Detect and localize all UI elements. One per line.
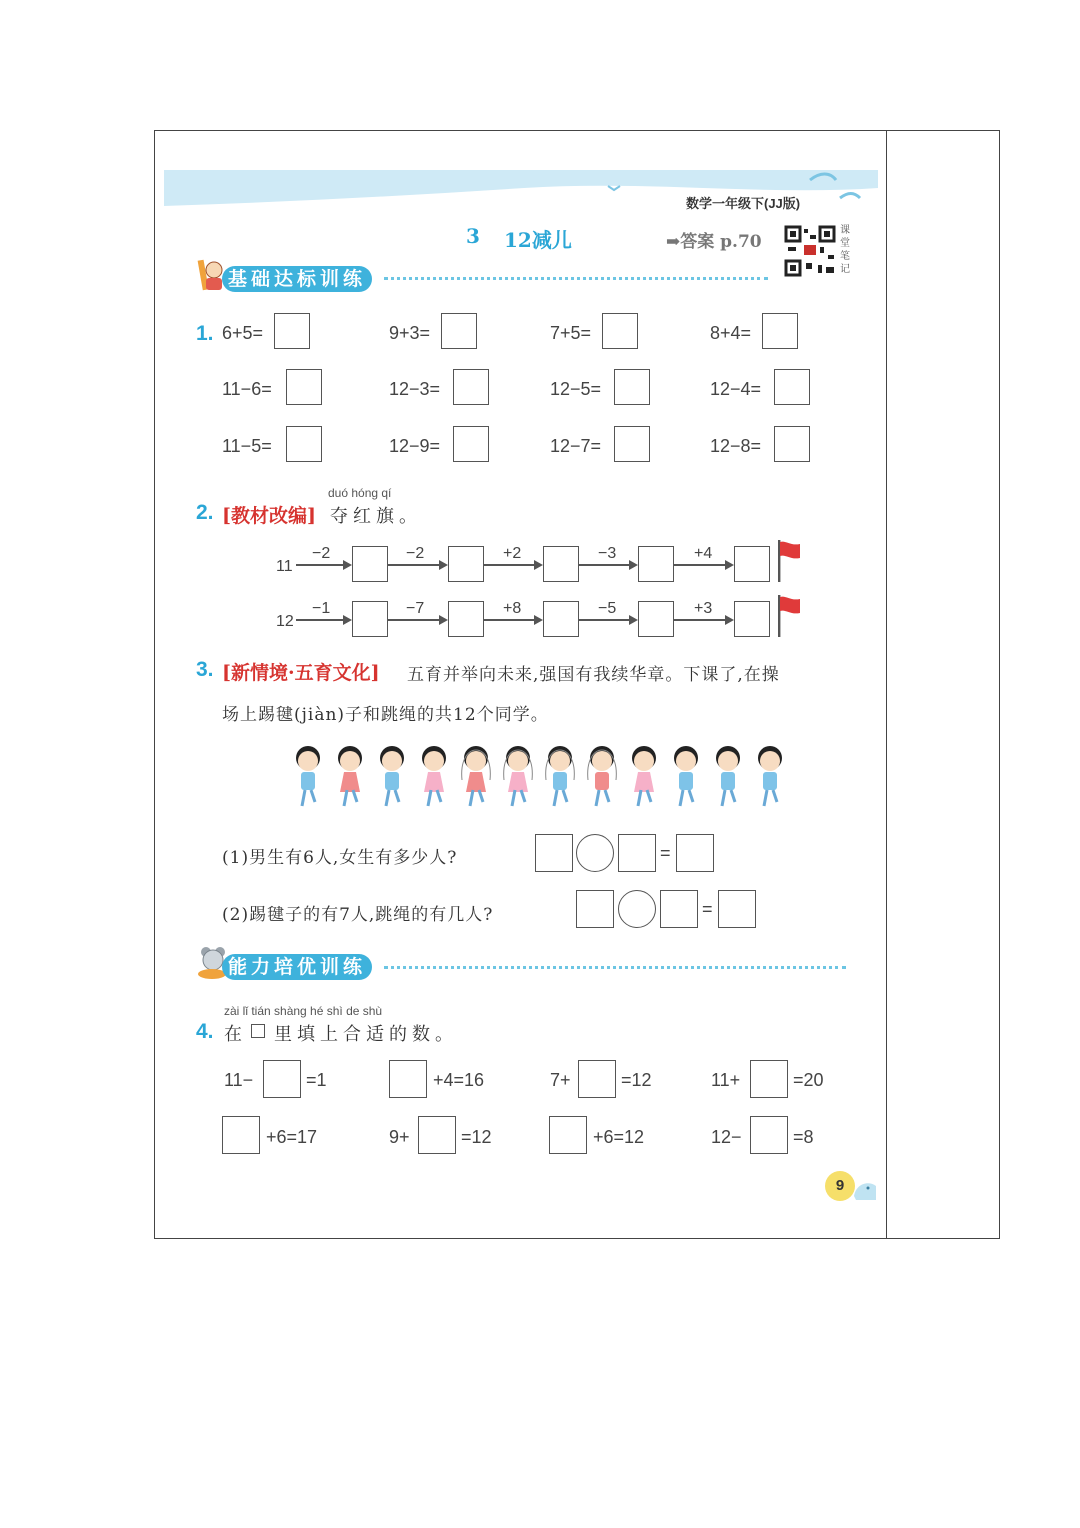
- chain-arrow: [296, 619, 344, 621]
- chain-box[interactable]: [734, 601, 770, 637]
- chain-arrowhead: [725, 615, 734, 625]
- frame-divider: [886, 130, 887, 1239]
- q1-eq: 11−5=: [222, 436, 272, 456]
- chain-arrowhead: [629, 560, 638, 570]
- answer-box[interactable]: [453, 426, 489, 462]
- child-figure: [588, 746, 617, 806]
- chain-arrow: [388, 564, 440, 566]
- lesson-number: 3: [466, 224, 480, 248]
- chain-box[interactable]: [638, 546, 674, 582]
- child-figure: [758, 746, 782, 806]
- child-figure: [632, 746, 656, 806]
- q4-pre: 11−: [224, 1070, 254, 1090]
- q1-eq: 6+5=: [222, 323, 264, 343]
- chain1-op: +2: [503, 545, 522, 562]
- q4-pinyin: zài lǐ tián shàng hé shì de shù: [224, 1004, 383, 1018]
- q1-eq: 12−4=: [710, 379, 762, 399]
- chain-arrow: [388, 619, 440, 621]
- answer-box[interactable]: [286, 426, 322, 462]
- answer-box[interactable]: [222, 1116, 260, 1154]
- chain-arrow: [296, 564, 344, 566]
- q1-eq: 12−9=: [389, 436, 441, 456]
- q1-eq: 12−5=: [550, 379, 602, 399]
- section-basic-divider: [384, 277, 768, 280]
- q2-title: 夺 红 旗 。: [330, 506, 418, 526]
- chain-arrowhead: [439, 560, 448, 570]
- q4-post: =12: [461, 1127, 492, 1147]
- book-title: 数学一年级下(JJ版): [686, 196, 801, 211]
- pencil-kid-icon: [196, 256, 226, 292]
- answer-box[interactable]: [774, 369, 810, 405]
- chain-arrow: [674, 564, 726, 566]
- chain-box[interactable]: [543, 601, 579, 637]
- answer-reference[interactable]: ➡答案 p.70: [666, 232, 762, 252]
- q1-number: 1.: [196, 322, 214, 345]
- page-number: 9: [825, 1171, 855, 1201]
- chain2-op: +3: [694, 600, 713, 617]
- qr-code-icon[interactable]: [784, 225, 836, 277]
- q4-post: +6=17: [266, 1127, 318, 1147]
- chain-arrowhead: [629, 615, 638, 625]
- answer-box[interactable]: [578, 1060, 616, 1098]
- q4-number: 4.: [196, 1020, 214, 1043]
- chain-arrowhead: [343, 615, 352, 625]
- q2-tag: [教材改编]: [222, 505, 316, 527]
- q1-eq: 12−8=: [710, 436, 762, 456]
- q3-text-line2: 场上踢毽(jiàn)子和跳绳的共12个同学。: [222, 705, 549, 725]
- small-square-icon: [251, 1024, 265, 1038]
- answer-box[interactable]: [418, 1116, 456, 1154]
- answer-box[interactable]: [274, 313, 310, 349]
- chain-arrowhead: [439, 615, 448, 625]
- q1-eq: 12−3=: [389, 379, 441, 399]
- answer-box[interactable]: [614, 369, 650, 405]
- operator-circle[interactable]: [618, 890, 656, 928]
- q4-post: =8: [793, 1127, 814, 1147]
- answer-box[interactable]: [602, 313, 638, 349]
- answer-box[interactable]: [750, 1060, 788, 1098]
- q3-sub2: (2)踢毽子的有7人,跳绳的有几人?: [222, 905, 494, 925]
- child-figure: [296, 746, 320, 806]
- chain-arrow: [579, 619, 630, 621]
- answer-box[interactable]: [576, 890, 614, 928]
- q4-pre: 7+: [550, 1070, 571, 1090]
- q4-pre: 12−: [711, 1127, 742, 1147]
- chain1-start: 11: [276, 558, 293, 575]
- answer-box[interactable]: [549, 1116, 587, 1154]
- q4-post: +4=16: [433, 1070, 485, 1090]
- q4-pre: 9+: [389, 1127, 410, 1147]
- dolphin-icon: [852, 1176, 878, 1202]
- chain-arrowhead: [534, 615, 543, 625]
- chain1-op: −3: [598, 545, 617, 562]
- q4-title-start: 在: [224, 1024, 242, 1044]
- child-figure: [546, 746, 575, 806]
- child-figure: [422, 746, 446, 806]
- q1-eq: 11−6=: [222, 379, 272, 399]
- chain-arrow: [484, 564, 535, 566]
- q4-post: =1: [306, 1070, 327, 1090]
- chain-box[interactable]: [448, 601, 484, 637]
- q3-text-line1: 五育并举向未来,强国有我续华章。下课了,在操: [407, 665, 780, 685]
- red-flag-icon: [776, 538, 802, 584]
- child-figure: [504, 746, 533, 806]
- answer-box[interactable]: [774, 426, 810, 462]
- operator-circle[interactable]: [576, 834, 614, 872]
- q4-post: +6=12: [593, 1127, 645, 1147]
- red-flag-icon: [776, 593, 802, 639]
- chain-arrow: [484, 619, 535, 621]
- chain2-op: −5: [598, 600, 617, 617]
- child-figure: [338, 746, 362, 806]
- lesson-title: 12减儿: [504, 228, 572, 252]
- q4-pre: 11+: [711, 1070, 741, 1090]
- chain1-op: −2: [312, 545, 331, 562]
- chain1-op: +4: [694, 545, 713, 562]
- equals-sign: =: [702, 899, 713, 919]
- q3-sub1: (1)男生有6人,女生有多少人?: [222, 848, 458, 868]
- chain-arrowhead: [725, 560, 734, 570]
- answer-box[interactable]: [660, 890, 698, 928]
- child-figure: [674, 746, 698, 806]
- chain1-op: −2: [406, 545, 425, 562]
- answer-box[interactable]: [535, 834, 573, 872]
- answer-box[interactable]: [453, 369, 489, 405]
- q1-eq: 8+4=: [710, 323, 752, 343]
- chain2-op: +8: [503, 600, 522, 617]
- q2-pinyin: duó hóng qí: [328, 486, 392, 500]
- q1-eq: 9+3=: [389, 323, 431, 343]
- qr-side-text: 课堂笔记: [840, 225, 850, 275]
- child-figure: [716, 746, 740, 806]
- q4-post: =20: [793, 1070, 824, 1090]
- chain2-op: −1: [312, 600, 331, 617]
- child-figure: [380, 746, 404, 806]
- chain-arrow: [674, 619, 726, 621]
- answer-box[interactable]: [762, 313, 798, 349]
- answer-box[interactable]: [441, 313, 477, 349]
- q2-number: 2.: [196, 501, 214, 524]
- answer-box[interactable]: [750, 1116, 788, 1154]
- answer-box[interactable]: [676, 834, 714, 872]
- q4-title-end: 里 填 上 合 适 的 数 。: [274, 1024, 454, 1044]
- answer-box[interactable]: [263, 1060, 301, 1098]
- q1-eq: 12−7=: [550, 436, 602, 456]
- chain-box[interactable]: [638, 601, 674, 637]
- chain2-start: 12: [276, 613, 294, 630]
- section-advanced-divider: [384, 966, 846, 969]
- answer-box[interactable]: [718, 890, 756, 928]
- chain-box[interactable]: [352, 601, 388, 637]
- answer-box[interactable]: [618, 834, 656, 872]
- q1-eq: 7+5=: [550, 323, 592, 343]
- answer-box[interactable]: [286, 369, 322, 405]
- chain2-op: −7: [406, 600, 425, 617]
- equals-sign: =: [660, 843, 671, 863]
- q3-tag: [新情境·五育文化]: [222, 662, 380, 684]
- child-figure: [462, 746, 491, 806]
- chain-arrow: [579, 564, 630, 566]
- chain-arrowhead: [343, 560, 352, 570]
- chain-box[interactable]: [448, 546, 484, 582]
- answer-box[interactable]: [389, 1060, 427, 1098]
- children-playing-illustration: [286, 740, 794, 812]
- q4-post: =12: [621, 1070, 652, 1090]
- chain-box[interactable]: [352, 546, 388, 582]
- chain-box[interactable]: [543, 546, 579, 582]
- q3-number: 3.: [196, 658, 214, 681]
- answer-box[interactable]: [614, 426, 650, 462]
- chain-arrowhead: [534, 560, 543, 570]
- chain-box[interactable]: [734, 546, 770, 582]
- section-basic-title: 基础达标训练: [222, 266, 372, 292]
- section-advanced-title: 能力培优训练: [222, 954, 372, 980]
